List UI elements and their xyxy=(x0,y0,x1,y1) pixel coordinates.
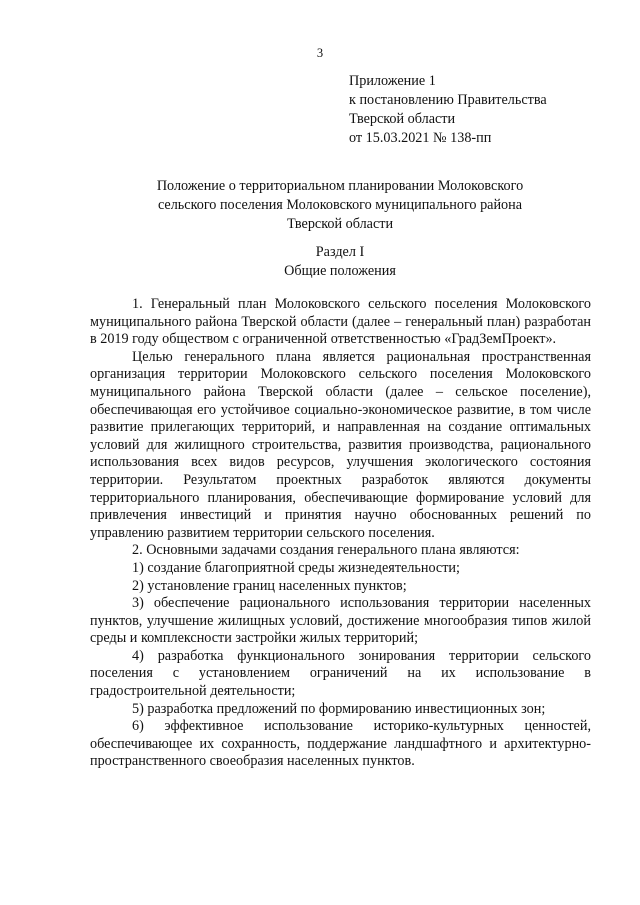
title-line: Тверской области xyxy=(286,216,394,232)
list-item: 5) разработка предложений по формированию инвестиционных зон; xyxy=(132,700,546,717)
section-number: Раздел I xyxy=(315,244,365,260)
paragraph: 1. Генеральный план Молоковского сельского поселения Молоковского муниципального района Тверской области (далее – генеральный план) разработан в 2019 году обществом с ограниченной ответственностью «ГрадЗемПроект». xyxy=(90,296,591,348)
appendix-line: Приложение 1 xyxy=(349,73,436,89)
appendix-line: Тверской области xyxy=(349,111,456,127)
appendix-date-line: от 15.03.2021 № 138-пп xyxy=(349,130,492,146)
page-number: 3 xyxy=(316,46,324,60)
list-item: 2) установление границ населенных пунктов; xyxy=(132,577,407,594)
paragraph: 2. Основными задачами создания генерального плана являются: xyxy=(132,542,520,559)
appendix-line: к постановлению Правительства xyxy=(349,92,547,108)
list-item: 4) разработка функционального зонирования территории сельского поселения с установлением ограничений на их использование в градостроительной деятельности; xyxy=(90,647,591,700)
paragraph: Целью генерального плана является рациональная пространственная организация территории Молоковского сельского поселения Молоковского муниципального района Тверской области (далее – сельское поселение), обеспечивающая его устойчивое социально-экономическое развитие, в том числе развитие прилегающих территорий, и направленная на создание оптимальных условий для жилищного строительства, развития производства, рационального использования всех видов ресурсов, улучшения экологического состояния территории. Результатом проектных разработок являются документы территориального планирования, обеспечивающие формирование условий для привлечения инвестиций и принятия научно обоснованных решений по управлению развитием территории сельского поселения. xyxy=(90,348,591,541)
section-title: Общие положения xyxy=(284,263,396,279)
body-text xyxy=(90,296,591,771)
list-item: 3) обеспечение рационального использования территории населенных пунктов, улучшение жилищных условий, достижение многообразия типов жилой среды и комплексности застройки жилых территорий; xyxy=(90,595,591,647)
document-title xyxy=(96,177,584,234)
title-line: сельского поселения Молоковского муниципального района xyxy=(157,197,523,213)
appendix-block xyxy=(349,72,547,148)
section-heading xyxy=(96,243,584,281)
list-item: 1) создание благоприятной среды жизнедеятельности; xyxy=(132,559,460,576)
list-item: 6) эффективное использование историко-культурных ценностей, обеспечивающее их сохранность, поддержание ландшафтного и архитектурно-пространственного своеобразия населенных пунктов. xyxy=(90,718,591,770)
title-line: Положение о территориальном планировании Молоковского xyxy=(156,178,524,194)
